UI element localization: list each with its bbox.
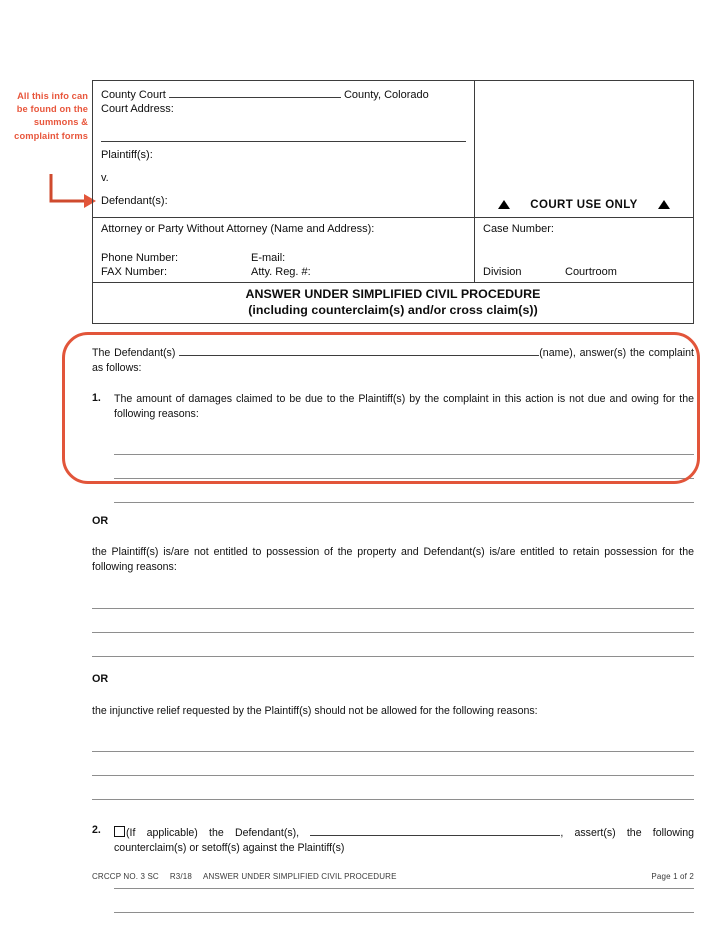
form-body [92,344,694,931]
or-label-1: OR [92,515,109,528]
triangle-right-icon [658,200,670,209]
item-1-text: The amount of damages claimed to be due to the Plaintiff(s) by the complaint in this action is not due and owing for the following reasons: [114,393,694,420]
attorney-cell [93,218,474,282]
write-in-line[interactable] [92,585,694,609]
margin-annotation-note: All this info can be found on the summons & complaint forms [14,91,88,141]
item-2-text-prefix: (If applicable) the Defendant(s), [126,827,300,840]
alternative-1-text: the Plaintiff(s) is/are not entitled to possession of the property and Defendant(s) is/are entitled to retain possession for the following reasons: [92,546,694,573]
caption-court-cell [93,81,474,217]
versus-label: v. [101,172,109,184]
county-court-label: County Court [101,89,166,101]
party-block [101,142,466,213]
attorney-contact-block [101,252,466,279]
case-number-label: Case Number: [483,223,554,235]
write-in-line[interactable] [114,913,694,931]
write-in-line[interactable] [114,479,694,503]
write-in-line[interactable] [92,752,694,776]
alternative-1-answer-lines [92,585,694,657]
footer-left [92,872,408,881]
write-in-line[interactable] [92,776,694,800]
atty-reg-label: Atty. Reg. #: [251,265,311,278]
alternative-2-text: the injunctive relief requested by the Plaintiff(s) should not be allowed for the following reasons: [92,704,538,717]
case-caption-table [92,80,694,324]
form-title-line2: (including counterclaim(s) and/or cross claim(s)) [248,302,538,317]
courtroom-label: Courtroom [565,265,617,278]
division-courtroom-block [483,266,685,280]
empty-checkbox-icon[interactable] [114,826,125,837]
item-2-name-blank[interactable] [310,824,560,836]
write-in-line[interactable] [114,455,694,479]
form-title-line1: ANSWER UNDER SIMPLIFIED CIVIL PROCEDURE [245,287,541,301]
item-2-number: 2. [92,824,101,837]
intro-suffix: (name), answer(s) the complaint as follows: [92,347,694,374]
caption-top-row [93,81,693,217]
attorney-label: Attorney or Party Without Attorney (Name and Address): [101,223,375,235]
write-in-line[interactable] [92,633,694,657]
intro-paragraph [92,344,694,375]
form-title-row [93,282,693,323]
caption-attorney-row [93,217,693,282]
item-2 [92,824,694,855]
item-2-text [114,824,694,855]
defendant-name-blank[interactable] [179,344,539,356]
write-in-line[interactable] [114,889,694,913]
triangle-left-icon [498,200,510,209]
item-1-number: 1. [92,392,101,405]
email-label: E-mail: [251,252,286,264]
phone-label: Phone Number: [101,252,179,264]
write-in-line[interactable] [92,728,694,752]
write-in-line[interactable] [114,431,694,455]
elbow-arrow-right-icon [48,172,98,210]
fax-label: FAX Number: [101,265,168,278]
footer-form-number: CRCCP NO. 3 SC [92,872,159,881]
page-footer [92,872,694,881]
defendant-label: Defendant(s): [101,195,168,207]
division-label: Division [483,265,522,278]
item-2-text-suffix: , assert(s) the following counterclaim(s) or setoff(s) against the Plaintiff(s) [114,827,695,854]
item-1-answer-lines [114,431,694,503]
item-1 [92,392,694,421]
intro-prefix: The Defendant(s) [92,347,176,359]
court-address-label: Court Address: [101,103,174,115]
county-state-label: County, Colorado [343,89,429,101]
footer-revision: R3/18 [169,872,192,881]
footer-form-title: ANSWER UNDER SIMPLIFIED CIVIL PROCEDURE [202,872,397,881]
footer-page-label: Page 1 of 2 [651,872,694,881]
court-use-only-banner [475,199,693,211]
case-number-cell [474,218,693,282]
county-name-blank[interactable] [169,86,341,98]
county-court-line [101,86,466,103]
write-in-line[interactable] [92,609,694,633]
alternative-2-answer-lines [92,728,694,800]
or-label-2: OR [92,672,109,685]
plaintiff-label: Plaintiff(s): [101,149,153,161]
court-use-only-label: COURT USE ONLY [530,199,638,211]
court-use-only-cell [474,81,693,217]
